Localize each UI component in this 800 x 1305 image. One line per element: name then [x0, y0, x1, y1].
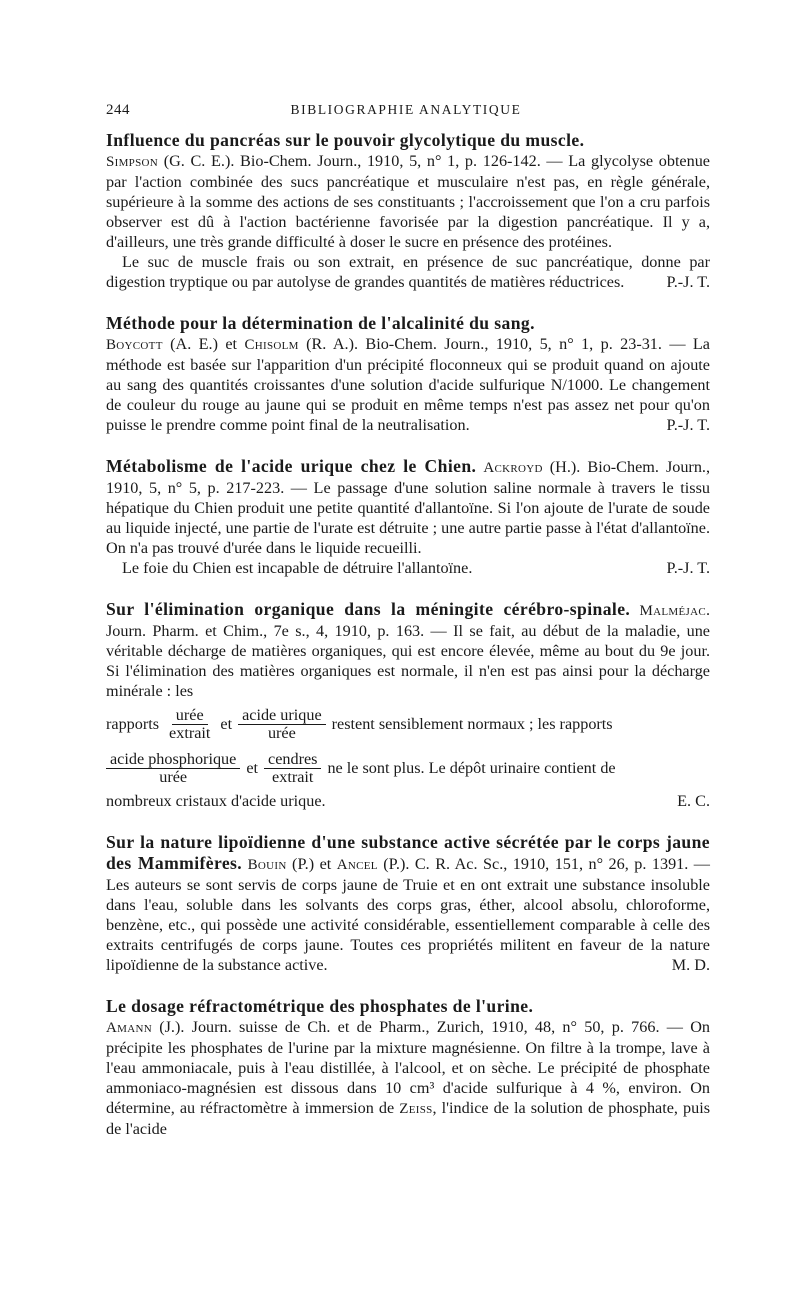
- numerator: acide urique: [238, 707, 326, 725]
- article-author: Zeiss: [399, 1101, 433, 1117]
- article-text: (J.). Journ. suisse de Ch. et de Pharm., Zurich, 1910, 48, n° 50, p. 766. — On précipite les phosphates de l'urine par la mixture magnésienne. On filtre à la trompe, lave à l'eau ammoniacale, puis à l'eau distillée, à l'alcool, et on sèche. Le précipité de phosphate ammoniaco-magnésien est dissous dans 10 cm³ d'acide sulfurique à 4 %, environ. On détermine, au réfractomètre à immersion de: [106, 1018, 710, 1117]
- article-pancreas-glycolysis: [106, 130, 710, 292]
- article-text-2: Le foie du Chien est incapable de détruire l'allantoïne.: [122, 559, 473, 577]
- article-title: Influence du pancréas sur le pouvoir glycolytique du muscle.: [106, 130, 585, 150]
- article-meningitis-elimination: [106, 599, 710, 811]
- article-text-2: Le suc de muscle frais ou son extrait, en présence de suc pancréatique, donne par digestion tryptique ou par autolyse de grandes quantités de matières réductrices.: [106, 253, 710, 291]
- article-uric-acid-dog: [106, 456, 710, 578]
- article-title: Sur l'élimination organique dans la méningite cérébro-spinale.: [106, 599, 631, 619]
- formula-ratios-1: [106, 703, 710, 745]
- numerator: cendres: [264, 751, 321, 769]
- denominator: urée: [267, 723, 296, 742]
- page-number: 244: [106, 102, 130, 118]
- article-author: Chisolm: [244, 337, 299, 353]
- article-signature: E. C.: [677, 792, 710, 810]
- fraction: [264, 751, 321, 786]
- article-text: . Journ. Pharm. et Chim., 7e s., 4, 1910, p. 163. — Il se fait, au début de la maladie, une véritable décharge de matières organiques, qui est encore élevée, même au bout du 9e jour. Si l'élimination des matières organiques est normale, il n'en est pas ainsi pour la décharge minérale : les: [106, 601, 711, 700]
- formula-ratios-2: [106, 747, 710, 789]
- article-signature: P.-J. T.: [666, 559, 710, 577]
- conjunction: et: [220, 715, 233, 733]
- article-signature: M. D.: [671, 956, 710, 974]
- article-corpus-luteum: [106, 832, 710, 975]
- page-header: [106, 100, 706, 120]
- article-title: Sur la nature lipoïdienne d'une substance active sécrétée par le corps jaune des Mammifères.: [106, 832, 710, 873]
- running-head: BIBLIOGRAPHIE ANALYTIQUE: [290, 102, 522, 117]
- article-title: Méthode pour la détermination de l'alcalinité du sang.: [106, 313, 535, 333]
- fraction: [238, 707, 326, 742]
- article-body: [106, 130, 710, 1160]
- denominator: urée: [159, 767, 188, 786]
- article-text: (G. C. E.). Bio-Chem. Journ., 1910, 5, n° 1, p. 126-142. — La glycolyse obtenue par l'action combinée des sucs pancréatique et musculaire n'est pas, en règle générale, supérieure à la somme des actions de ses constituants ; l'accroissement que l'on a cru parfois observer est dû à l'action bactérienne favorisée par la digestion pancréatique. Il y a, d'ailleurs, une très grande difficulté à doser le sucre en présence des protéines.: [106, 152, 710, 251]
- article-text: (R. A.). Bio-Chem. Journ., 1910, 5, n° 1, p. 23-31. — La méthode est basée sur l'apparition d'un précipité floconneux qui se produit quand on ajoute au sang des quantités croissantes d'une solution d'acide sulfurique N/1000. Le changement de couleur du rouge au jaune qui se produit en même temps n'est pas assez net pour qu'on puisse le prendre comme point final de la neutralisation.: [106, 335, 710, 434]
- article-phosphate-refractometry: [106, 996, 710, 1139]
- article-author: Ackroyd: [483, 460, 543, 476]
- denominator: extrait: [272, 767, 314, 786]
- article-text-2: nombreux cristaux d'acide urique.: [106, 792, 326, 810]
- article-title: Métabolisme de l'acide urique chez le Chien.: [106, 456, 477, 476]
- formula-lead: rapports: [106, 715, 160, 733]
- article-author: Amann: [106, 1020, 152, 1036]
- article-author: Ancel: [336, 857, 378, 873]
- article-text: (P.). C. R. Ac. Sc., 1910, 151, n° 26, p. 1391. — Les auteurs se sont servis de corps jaune de Truie et en ont extrait une substance insoluble dans l'eau, soluble dans les solvants des corps gras, éther, alcool absolu, chloroforme, benzène, etc., qui possède une activité considérable, essentiellement comparable à celle des extraits centrifugés de corps jaune. Toutes ces propriétés militent en faveur de la nature lipoïdienne de la substance active.: [106, 855, 710, 974]
- fraction: [165, 707, 214, 742]
- article-signature: P.-J. T.: [666, 273, 710, 291]
- numerator: urée: [172, 707, 208, 725]
- article-title: Le dosage réfractométrique des phosphates de l'urine.: [106, 996, 534, 1016]
- article-author: Bouin: [247, 857, 287, 873]
- article-author: Simpson: [106, 154, 159, 170]
- article-text: (H.). Bio-Chem. Journ., 1910, 5, n° 5, p. 217-223. — Le passage d'une solution saline normale à travers le tissu hépatique du Chien produit une petite quantité d'allantoïne. Si l'on ajoute de l'urate de soude au liquide injecté, une partie de l'urate est détruite ; une autre partie passe à l'état d'allantoïne. On n'a pas trouvé d'urée dans le liquide recueilli.: [106, 458, 711, 557]
- article-author: Malméjac: [639, 603, 706, 619]
- article-text: , l'indice de la solution de phosphate, puis de l'acide: [106, 1099, 710, 1138]
- article-signature: P.-J. T.: [666, 416, 710, 434]
- denominator: extrait: [169, 723, 211, 742]
- fraction: [106, 751, 240, 786]
- article-text: (P.) et: [286, 855, 337, 873]
- conjunction: et: [246, 759, 259, 777]
- formula-tail: ne le sont plus. Le dépôt urinaire contient de: [327, 759, 616, 777]
- article-text: (A. E.) et: [162, 335, 245, 353]
- article-blood-alkalinity: [106, 313, 710, 435]
- formula-tail: restent sensiblement normaux ; les rapports: [331, 715, 613, 733]
- numerator: acide phosphorique: [106, 751, 240, 769]
- article-author: Boycott: [106, 337, 163, 353]
